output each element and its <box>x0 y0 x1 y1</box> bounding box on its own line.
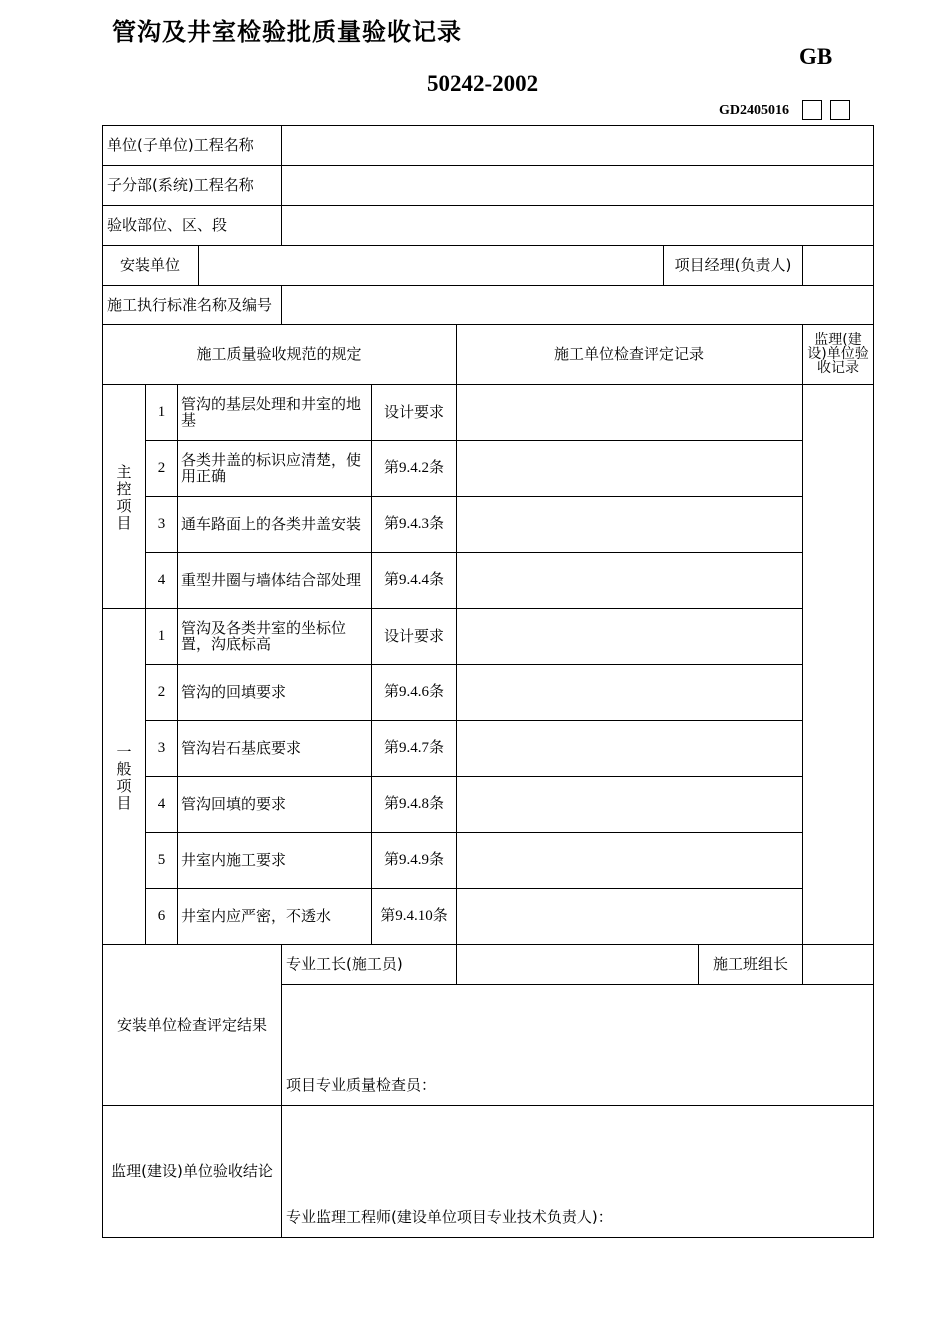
grid-line <box>102 1237 874 1238</box>
install-result-field[interactable] <box>284 987 870 1057</box>
grid-line <box>456 324 457 944</box>
supervision-record-field[interactable] <box>805 386 871 942</box>
item-number: 4 <box>157 572 166 588</box>
standard-prefix: GB <box>799 44 833 69</box>
supervision-header: 监理(建设)单位验收记录 <box>807 332 869 376</box>
foreman-field[interactable] <box>459 946 696 982</box>
item-number: 3 <box>157 516 166 532</box>
supervising-engineer-label: 专业监理工程师(建设单位项目专业技术负责人)： <box>286 1208 613 1226</box>
check-record-header: 施工单位检查评定记录 <box>553 345 704 363</box>
standard-name-field[interactable] <box>284 287 870 322</box>
item-number: 2 <box>157 460 166 476</box>
item-number: 2 <box>157 684 166 700</box>
grid-line <box>281 984 874 985</box>
foreman-label: 专业工长(施工员) <box>286 955 403 973</box>
code-box-1[interactable] <box>802 100 822 120</box>
sub-project-label: 子分部(系统)工程名称 <box>107 176 254 194</box>
item-text: 管沟的基层处理和井室的地 基 <box>181 395 392 429</box>
project-manager-label: 项目经理(负责人) <box>674 256 792 274</box>
check-record-cell[interactable] <box>458 498 800 550</box>
install-result-label: 安装单位检查评定结果 <box>116 1015 267 1034</box>
item-requirement: 第9.4.6条 <box>383 684 444 700</box>
quality-inspector-label: 项目专业质量检查员： <box>286 1076 437 1094</box>
install-unit-field[interactable] <box>201 247 661 283</box>
grid-line <box>873 125 874 1237</box>
install-unit-label: 安装单位 <box>119 256 180 274</box>
check-record-cell[interactable] <box>458 722 800 774</box>
item-text: 井室内施工要求 <box>181 851 287 869</box>
main-control-label: 主控项目 <box>116 463 132 532</box>
item-requirement: 第9.4.4条 <box>383 572 444 588</box>
grid-line <box>802 245 803 285</box>
check-record-cell[interactable] <box>458 442 800 494</box>
project-manager-field[interactable] <box>805 247 871 283</box>
item-text: 管沟回填的要求 <box>181 795 287 813</box>
sub-project-field[interactable] <box>284 167 870 203</box>
supervision-conclusion-field[interactable] <box>284 1108 870 1198</box>
item-requirement: 第9.4.8条 <box>383 796 444 812</box>
item-text: 管沟的回填要求 <box>181 683 287 701</box>
grid-line <box>802 324 803 944</box>
unit-project-field[interactable] <box>284 127 870 163</box>
check-record-cell[interactable] <box>458 610 800 662</box>
item-text: 各类井盖的标识应清楚，使用正确 <box>181 451 362 485</box>
check-record-cell[interactable] <box>458 834 800 886</box>
item-text: 通车路面上的各类井盖安装 <box>181 515 362 533</box>
item-requirement: 设计要求 <box>383 403 444 421</box>
spec-rules-header: 施工质量验收规范的规定 <box>196 345 362 363</box>
acceptance-part-field[interactable] <box>284 207 870 243</box>
team-leader-field[interactable] <box>805 946 871 982</box>
check-record-cell[interactable] <box>458 778 800 830</box>
item-number: 3 <box>157 740 166 756</box>
grid-line <box>281 125 282 245</box>
item-text: 井室内应严密，不透水 <box>181 907 332 925</box>
unit-project-label: 单位(子单位)工程名称 <box>107 136 254 154</box>
item-requirement: 第9.4.3条 <box>383 516 444 532</box>
grid-line <box>281 944 282 1237</box>
grid-line <box>102 125 103 1237</box>
item-requirement: 第9.4.2条 <box>383 460 444 476</box>
standard-number: 50242-2002 <box>427 71 539 96</box>
supervision-conclusion-label: 监理(建设)单位验收结论 <box>111 1162 273 1180</box>
grid-line <box>698 944 699 984</box>
grid-line <box>198 245 199 285</box>
item-requirement: 设计要求 <box>383 627 444 645</box>
item-number: 4 <box>157 796 166 812</box>
grid-line <box>456 944 457 984</box>
check-record-cell[interactable] <box>458 386 800 438</box>
standard-name-label: 施工执行标准名称及编号 <box>107 295 273 314</box>
item-requirement: 第9.4.9条 <box>383 852 444 868</box>
grid-line <box>802 944 803 984</box>
item-requirement: 第9.4.7条 <box>383 740 444 756</box>
item-number: 6 <box>157 908 166 924</box>
check-record-cell[interactable] <box>458 666 800 718</box>
item-text: 管沟及各类井室的坐标位置，沟底标高 <box>181 619 347 653</box>
check-record-cell[interactable] <box>458 554 800 606</box>
item-text: 管沟岩石基底要求 <box>181 739 302 757</box>
item-requirement: 第9.4.10条 <box>380 908 448 924</box>
item-number: 5 <box>157 852 166 868</box>
acceptance-part-label: 验收部位、区、段 <box>107 216 228 234</box>
item-number: 1 <box>157 404 166 420</box>
item-text: 重型井圈与墙体结合部处理 <box>181 571 362 589</box>
general-label: 一般项目 <box>116 743 132 812</box>
team-leader-label: 施工班组长 <box>712 955 788 973</box>
form-code: GD2405016 <box>719 103 789 118</box>
code-box-2[interactable] <box>830 100 850 120</box>
page-title: 管沟及井室检验批质量验收记录 <box>112 18 462 46</box>
grid-line <box>663 245 664 285</box>
item-number: 1 <box>157 628 166 644</box>
check-record-cell[interactable] <box>458 890 800 942</box>
